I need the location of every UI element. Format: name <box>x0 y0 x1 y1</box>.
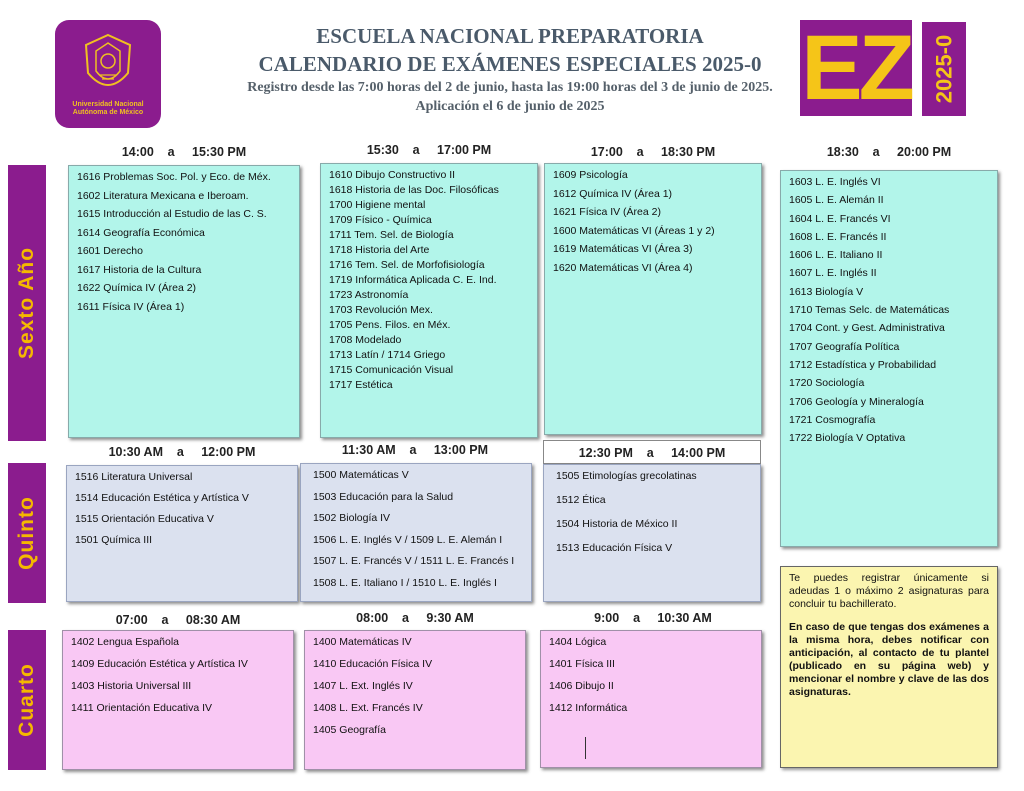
cuarto-slot-3-box <box>540 630 762 768</box>
time-slot: 08:00 a 9:30 AM <box>356 611 474 625</box>
list-item: 1716 Tem. Sel. de Morfofisiología <box>329 259 485 271</box>
list-item: 1722 Biología V Optativa <box>789 432 906 445</box>
list-item: 1407 L. Ext. Inglés IV <box>313 680 413 692</box>
list-item: 1622 Química IV (Área 2) <box>77 282 197 294</box>
list-item: 1711 Tem. Sel. de Biología <box>329 229 454 241</box>
ez-badge-text: EZ <box>801 17 911 119</box>
time-slot: 07:00 a 08:30 AM <box>115 613 241 627</box>
list-item: 1615 Introducción al Estudio de las C. S. <box>77 208 267 220</box>
list-item: 1406 Dibujo II <box>549 680 614 692</box>
list-item: 1617 Historia de la Cultura <box>77 263 202 276</box>
list-item: 1411 Orientación Educativa IV <box>71 702 213 714</box>
list-item: 1616 Problemas Soc. Pol. y Eco. de Méx. <box>77 171 271 183</box>
ez-badge <box>800 17 912 119</box>
list-item: 1703 Revolución Mex. <box>329 304 433 316</box>
time-slot: 14:00 a 15:30 PM <box>121 145 247 159</box>
list-item: 1505 Etimologías grecolatinas <box>556 470 697 482</box>
list-item: 1611 Física IV (Área 1) <box>77 300 185 313</box>
unam-logo <box>55 20 161 128</box>
cuarto-label: Cuarto <box>8 630 46 770</box>
list-item: 1605 L. E. Alemán II <box>789 194 884 207</box>
list-item: 1606 L. E. Italiano II <box>789 249 883 262</box>
sexto-slot-1-box <box>68 165 300 438</box>
list-item: 1500 Matemáticas V <box>313 469 409 481</box>
time-slot: 15:30 a 17:00 PM <box>366 143 492 157</box>
list-item: 1405 Geografía <box>313 724 386 736</box>
list-item: 1400 Matemáticas IV <box>313 636 412 648</box>
time-slot: 17:00 a 18:30 PM <box>590 145 716 159</box>
list-item: 1508 L. E. Italiano I / 1510 L. E. Inglés I <box>313 576 497 589</box>
list-item: 1408 L. Ext. Francés IV <box>313 702 423 714</box>
time-slot: 18:30 a 20:00 PM <box>826 145 952 159</box>
list-item: 1723 Astronomía <box>329 289 409 301</box>
list-item: 1515 Orientación Educativa V <box>75 513 214 525</box>
list-item: 1402 Lengua Española <box>71 636 180 648</box>
logo-line2: Autónoma de México <box>72 109 144 116</box>
cuarto-slot-2-box <box>304 630 526 770</box>
time-slot: 12:30 PM a 14:00 PM <box>543 440 761 464</box>
list-item: 1612 Química IV (Área 1) <box>553 187 673 200</box>
logo-line1: Universidad Nacional <box>72 101 144 108</box>
page-title: CALENDARIO DE EXÁMENES ESPECIALES 2025-0 <box>258 52 762 76</box>
list-item: 1503 Educación para la Salud <box>313 490 454 503</box>
crest-icon <box>78 31 138 101</box>
list-item: 1713 Latín / 1714 Griego <box>329 349 446 361</box>
sexto-slot-2-box <box>320 163 538 438</box>
list-item: 1708 Modelado <box>329 334 402 346</box>
list-item: 1720 Sociología <box>789 377 865 390</box>
list-item: 1607 L. E. Inglés II <box>789 267 877 280</box>
list-item: 1613 Biología V <box>789 285 864 298</box>
list-item: 1404 Lógica <box>549 636 607 648</box>
sexto-slot-3-box <box>544 163 762 435</box>
quinto-slot-2-box <box>300 463 532 602</box>
list-item: 1718 Historia del Arte <box>329 244 430 256</box>
quinto-slot-3-box <box>543 464 761 602</box>
cuarto-slot-1-box <box>62 630 294 770</box>
list-item: 1610 Dibujo Constructivo II <box>329 169 456 181</box>
notice-paragraph-1: Te puedes registrar únicamente si adeudas 1 o máximo 2 asignaturas para concluir tu bachillerato. <box>789 572 989 610</box>
list-item: 1506 L. E. Inglés V / 1509 L. E. Alemán I <box>313 533 503 546</box>
list-item: 1604 L. E. Francés VI <box>789 212 891 225</box>
list-item: 1501 Química III <box>75 534 153 546</box>
sexto-slot-4-box <box>780 170 998 547</box>
list-item: 1618 Historia de las Doc. Filosóficas <box>329 184 499 196</box>
time-slot: 11:30 AM a 13:00 PM <box>341 443 489 457</box>
application-text: Aplicación el 6 de junio de 2025 <box>415 99 605 114</box>
list-item: 1705 Pens. Filos. en Méx. <box>329 319 451 331</box>
list-item: 1516 Literatura Universal <box>75 471 193 483</box>
list-item: 1620 Matemáticas VI (Área 4) <box>553 261 693 274</box>
year-badge-text: 2025-0 <box>931 34 957 104</box>
list-item: 1602 Literatura Mexicana e Iberoam. <box>77 189 249 202</box>
notice-paragraph-2: En caso de que tengas dos exámenes a la misma hora, debes notificar con anticipación, al contacto de tu plantel (publicado en su página web) y mencionar el nombre y clave de las dos asignaturas. <box>789 621 989 698</box>
list-item: 1504 Historia de México II <box>556 518 678 530</box>
list-item: 1621 Física IV (Área 2) <box>553 206 661 218</box>
list-item: 1410 Educación Física IV <box>313 658 433 670</box>
year-badge <box>922 22 966 116</box>
list-item: 1507 L. E. Francés V / 1511 L. E. Francés I <box>313 555 515 567</box>
text-cursor <box>585 737 586 759</box>
list-item: 1709 Físico - Química <box>329 214 432 226</box>
list-item: 1502 Biología IV <box>313 512 391 524</box>
list-item: 1512 Ética <box>556 494 606 506</box>
list-item: 1619 Matemáticas VI (Área 3) <box>553 243 693 255</box>
sexto-label: Sexto Año <box>8 165 46 441</box>
time-slot: 10:30 AM a 12:00 PM <box>108 445 256 459</box>
quinto-label: Quinto <box>8 463 46 603</box>
list-item: 1603 L. E. Inglés VI <box>789 176 881 188</box>
list-item: 1608 L. E. Francés II <box>789 230 887 243</box>
list-item: 1717 Estética <box>329 379 393 391</box>
list-item: 1704 Cont. y Gest. Administrativa <box>789 322 945 335</box>
list-item: 1706 Geología y Mineralogía <box>789 395 924 408</box>
list-item: 1710 Temas Selc. de Matemáticas <box>789 304 950 317</box>
list-item: 1412 Informática <box>549 702 628 714</box>
list-item: 1719 Informática Aplicada C. E. Ind. <box>329 274 497 286</box>
list-item: 1409 Educación Estética y Artística IV <box>71 658 248 670</box>
list-item: 1700 Higiene mental <box>329 199 426 211</box>
school-name: ESCUELA NACIONAL PREPARATORIA <box>316 24 704 48</box>
list-item: 1514 Educación Estética y Artística V <box>75 492 249 504</box>
list-item: 1614 Geografía Económica <box>77 226 205 239</box>
time-slot: 9:00 a 10:30 AM <box>594 611 712 625</box>
list-item: 1715 Comunicación Visual <box>329 364 454 376</box>
list-item: 1600 Matemáticas VI (Áreas 1 y 2) <box>553 224 715 237</box>
registration-text: Registro desde las 7:00 horas del 2 de junio, hasta las 19:00 horas del 3 de junio de 2025. <box>247 80 773 95</box>
quinto-slot-1-box <box>66 465 298 602</box>
list-item: 1609 Psicología <box>553 169 628 181</box>
list-item: 1721 Cosmografía <box>789 413 876 426</box>
notice-box <box>780 566 998 768</box>
list-item: 1707 Geografía Política <box>789 340 900 353</box>
list-item: 1601 Derecho <box>77 245 143 257</box>
list-item: 1403 Historia Universal III <box>71 680 192 692</box>
list-item: 1401 Física III <box>549 658 615 670</box>
list-item: 1712 Estadística y Probabilidad <box>789 358 937 371</box>
list-item: 1513 Educación Física V <box>556 542 673 554</box>
